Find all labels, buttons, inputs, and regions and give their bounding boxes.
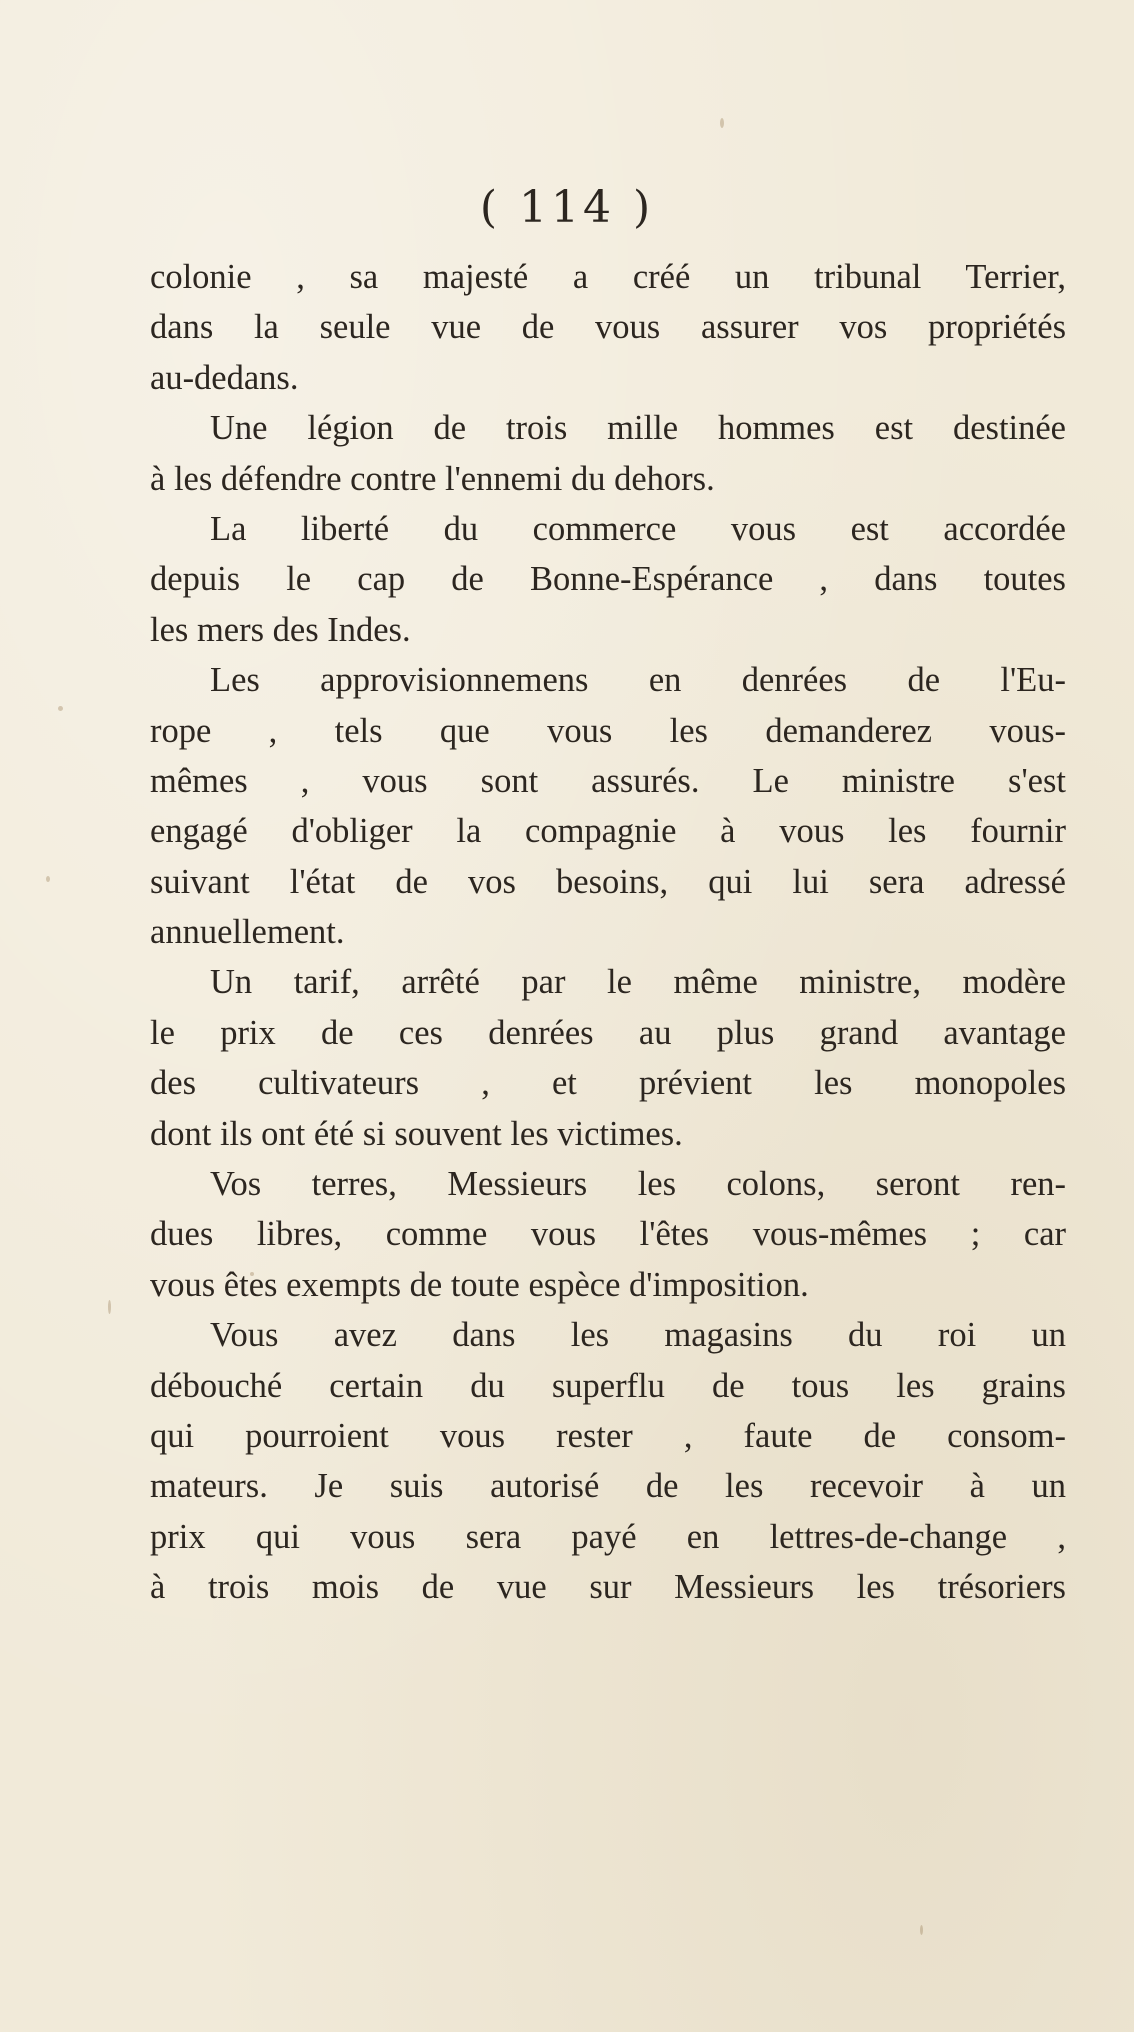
paper-spot	[46, 876, 50, 882]
text-line: dans la seule vue de vous assurer vos propriétés	[150, 308, 1066, 347]
text-line: des cultivateurs , et prévient les monopoles	[150, 1064, 1066, 1103]
paper-spot	[58, 706, 63, 711]
text-line: La liberté du commerce vous est accordée	[210, 509, 1066, 548]
text-line: Vous avez dans les magasins du roi un	[210, 1316, 1066, 1355]
text-line: colonie , sa majesté a créé un tribunal Terrier,	[150, 258, 1066, 296]
paragraph	[150, 957, 1066, 1159]
paragraph	[150, 504, 1066, 655]
text-line: Une légion de trois mille hommes est destinée	[210, 409, 1066, 448]
text-line: prix qui vous sera payé en lettres-de-change ,	[150, 1517, 1066, 1556]
paragraph	[150, 403, 1066, 504]
text-line: dont ils ont été si souvent les victimes.	[150, 1114, 683, 1153]
text-line: engagé d'obliger la compagnie à vous les fournir	[150, 812, 1066, 851]
text-line: débouché certain du superflu de tous les grains	[150, 1366, 1066, 1405]
paper-spot	[920, 1925, 923, 1935]
text-line: à les défendre contre l'ennemi du dehors.	[150, 459, 715, 498]
text-line: vous êtes exempts de toute espèce d'imposition.	[150, 1265, 809, 1304]
body-text	[150, 252, 1066, 1613]
text-line: le prix de ces denrées au plus grand avantage	[150, 1013, 1066, 1052]
text-line: dues libres, comme vous l'êtes vous-mêmes ; car	[150, 1215, 1066, 1254]
text-line: annuellement.	[150, 913, 345, 952]
text-line: à trois mois de vue sur Messieurs les trésoriers	[150, 1568, 1066, 1607]
text-line: Vos terres, Messieurs les colons, seront ren-	[210, 1165, 1066, 1204]
paragraph	[150, 1159, 1066, 1310]
text-line: rope , tels que vous les demanderez vous-	[150, 711, 1066, 750]
paragraph	[150, 252, 1066, 403]
text-line: Un tarif, arrêté par le même ministre, modère	[210, 963, 1066, 1002]
text-line: suivant l'état de vos besoins, qui lui sera adressé	[150, 862, 1066, 901]
text-line: les mers des Indes.	[150, 610, 411, 649]
text-line: Les approvisionnemens en denrées de l'Eu-	[210, 661, 1066, 700]
text-line: qui pourroient vous rester , faute de consom-	[150, 1416, 1066, 1455]
text-line: mêmes , vous sont assurés. Le ministre s'est	[150, 761, 1066, 800]
paragraph	[150, 1310, 1066, 1612]
page-number: ( 114 )	[479, 182, 655, 233]
text-line: au-dedans.	[150, 358, 299, 397]
paragraph	[150, 655, 1066, 957]
text-line: mateurs. Je suis autorisé de les recevoir à un	[150, 1467, 1066, 1506]
text-line: depuis le cap de Bonne-Espérance , dans toutes	[150, 560, 1066, 599]
paper-spot	[108, 1300, 111, 1314]
paper-spot	[720, 118, 724, 128]
